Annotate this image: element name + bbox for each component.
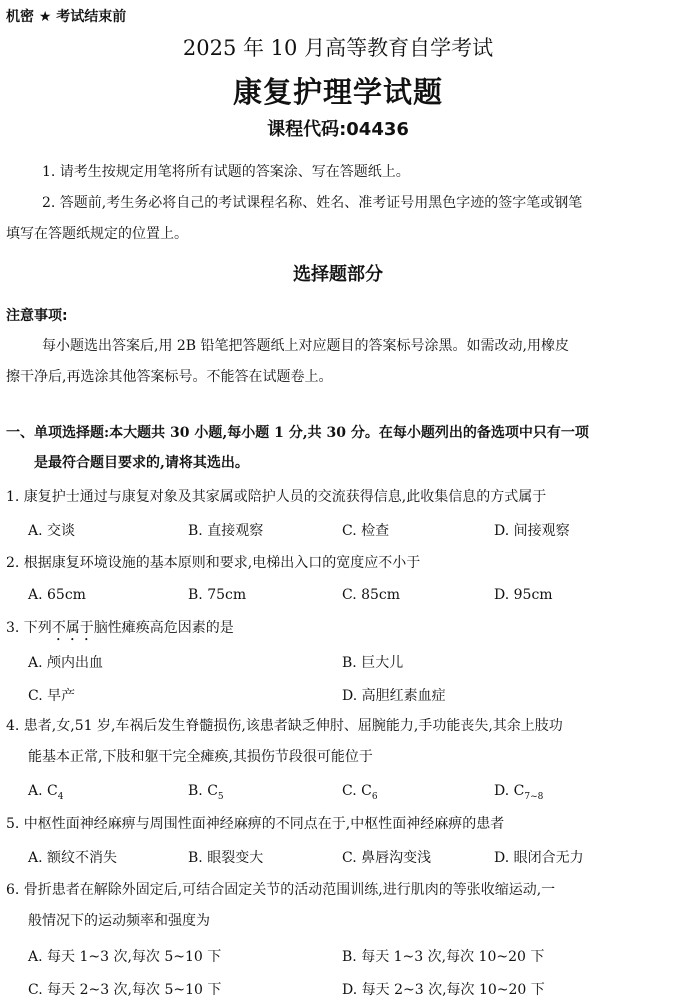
- option-c: C. 检查: [342, 523, 390, 539]
- question-1-stem: 1. 康复护士通过与康复对象及其家属或陪护人员的交流获得信息,此收集信息的方式属于: [6, 489, 547, 505]
- question-3-options-row-2: [28, 685, 668, 709]
- notice-line-1: 每小题选出答案后,用 2B 铅笔把答题纸上对应题目的答案标号涂黑。如需改动,用橡皮: [42, 338, 569, 354]
- option-d: D. 每天 2~3 次,每次 10~20 下: [342, 982, 545, 998]
- question-3-emphasis: 不属于: [51, 620, 94, 636]
- confidential-label: 机密 ★ 考试结束前: [6, 9, 127, 25]
- notice-line-2: 擦干净后,再选涂其他答案标号。不能答在试题卷上。: [6, 369, 333, 385]
- option-c: C. 85cm: [342, 587, 401, 603]
- question-1-options: [28, 520, 668, 544]
- question-3-options-row-1: [28, 652, 668, 676]
- option-d: D. 高胆红素血症: [342, 688, 446, 704]
- part-heading-line-2: 是最符合题目要求的,请将其选出。: [34, 455, 249, 471]
- notice-heading: 注意事项:: [6, 308, 68, 324]
- instruction-2-cont: 填写在答题纸规定的位置上。: [6, 226, 188, 242]
- section-title: 选择题部分: [293, 264, 383, 285]
- option-b: B. 眼裂变大: [188, 850, 264, 866]
- question-2-stem: 2. 根据康复环境设施的基本原则和要求,电梯出入口的宽度应不小于: [6, 555, 421, 571]
- question-3-stem-pre: 3. 下列: [6, 620, 52, 636]
- option-b: B. 巨大儿: [342, 655, 404, 671]
- option-a: A. 每天 1~3 次,每次 5~10 下: [28, 949, 222, 965]
- option-a: A. 颅内出血: [28, 655, 104, 671]
- question-4-options: [28, 783, 668, 807]
- option-d: D. 眼闭合无力: [494, 850, 584, 866]
- question-3-stem: [6, 613, 670, 644]
- option-c: C. $C_6$: [342, 783, 378, 802]
- part-heading-line-1: 一、单项选择题:本大题共 30 小题,每小题 1 分,共 30 分。在每小题列出的备选项中只有一项: [6, 425, 589, 441]
- question-5-stem: 5. 中枢性面神经麻痹与周围性面神经麻痹的不同点在于,中枢性面神经麻痹的患者: [6, 816, 505, 832]
- question-4-stem-line-1: 4. 患者,女,51 岁,车祸后发生脊髓损伤,该患者缺乏伸肘、屈腕能力,手功能丧失,其余上肢功: [6, 718, 563, 734]
- instruction-2: 2. 答题前,考生务必将自己的考试课程名称、姓名、准考证号用黑色字迹的签字笔或钢笔: [42, 195, 583, 211]
- question-6-stem-line-2: 般情况下的运动频率和强度为: [28, 913, 210, 929]
- option-b: B. 75cm: [188, 587, 247, 603]
- option-a: A. $C_4$: [28, 783, 64, 802]
- option-c: C. 每天 2~3 次,每次 5~10 下: [28, 982, 222, 998]
- question-2-options: [28, 587, 668, 611]
- option-b: B. 直接观察: [188, 523, 264, 539]
- notice-body: [6, 331, 670, 393]
- option-a: A. 交谈: [28, 523, 76, 539]
- option-b: B. 每天 1~3 次,每次 10~20 下: [342, 949, 545, 965]
- option-a: A. 65cm: [28, 587, 86, 603]
- subject-title: 康复护理学试题: [232, 75, 443, 109]
- option-c: C. 早产: [28, 688, 76, 704]
- question-3-stem-post: 脑性瘫痪高危因素的是: [93, 620, 234, 636]
- part-heading: [6, 418, 670, 478]
- option-a: A. 额纹不消失: [28, 850, 118, 866]
- option-d: D. 95cm: [494, 587, 553, 603]
- question-6-options-row-1: [28, 946, 668, 970]
- instructions: [6, 157, 670, 250]
- option-d: D. $C_{7\sim 8}$: [494, 783, 544, 802]
- question-6-options-row-2: [28, 979, 668, 1003]
- course-code: 课程代码:04436: [267, 119, 409, 140]
- option-b: B. $C_5$: [188, 783, 224, 802]
- question-5-options: [28, 847, 668, 871]
- instruction-1: 1. 请考生按规定用笔将所有试题的答案涂、写在答题纸上。: [42, 164, 410, 180]
- option-d: D. 间接观察: [494, 523, 570, 539]
- question-4-stem: [6, 711, 670, 773]
- option-c: C. 鼻唇沟变浅: [342, 850, 432, 866]
- exam-title: 2025 年 10 月高等教育自学考试: [182, 36, 494, 60]
- question-6-stem: [6, 875, 670, 937]
- question-4-stem-line-2: 能基本正常,下肢和躯干完全瘫痪,其损伤节段很可能位于: [28, 749, 373, 765]
- question-6-stem-line-1: 6. 骨折患者在解除外固定后,可结合固定关节的活动范围训练,进行肌肉的等张收缩运动,一: [6, 882, 556, 898]
